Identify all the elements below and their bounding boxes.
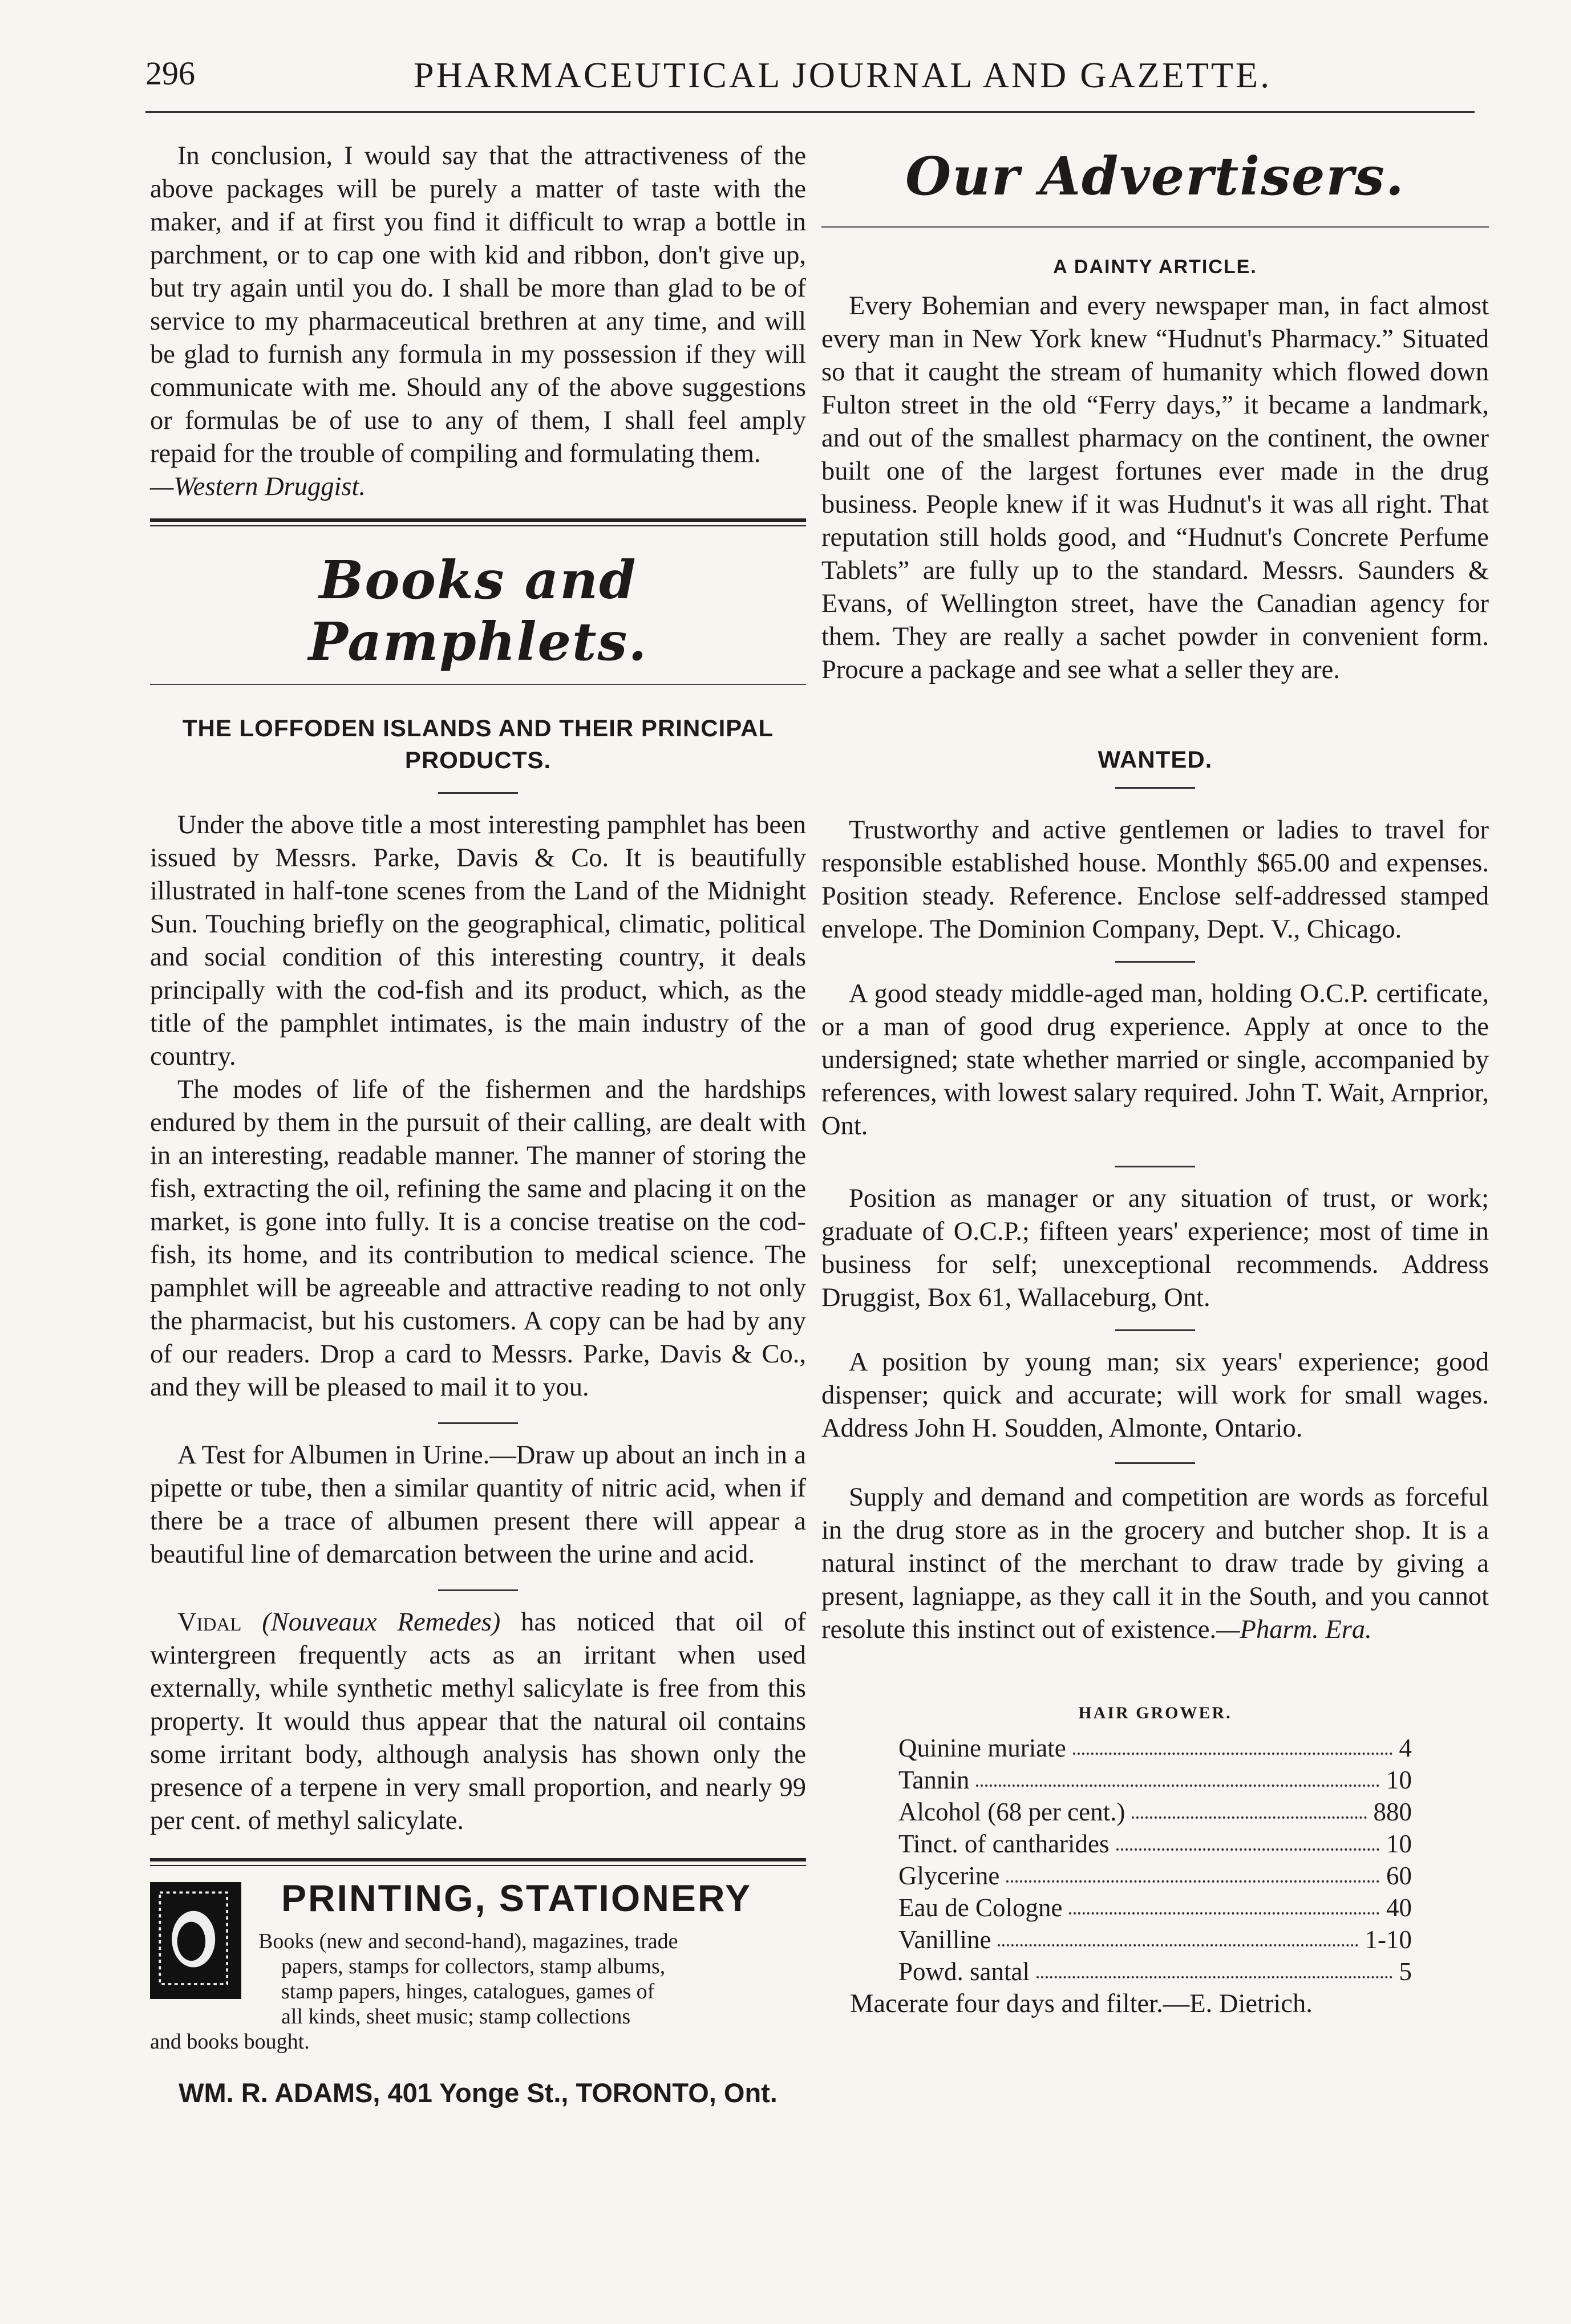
ad-footer: WM. R. ADAMS, 401 Yonge St., TORONTO, Ont. xyxy=(179,2078,778,2108)
leader-dots xyxy=(1116,1828,1379,1851)
formula-amount: 10 xyxy=(1386,1830,1412,1858)
formula-amount: 1-10 xyxy=(1364,1925,1412,1954)
conclusion-source: —Western Druggist. xyxy=(150,472,366,501)
formula-row xyxy=(898,1924,1412,1956)
section-title-advertisers: Our Advertisers. xyxy=(905,145,1405,207)
leader-dots xyxy=(1069,1892,1379,1915)
page-number: 296 xyxy=(145,55,195,92)
leader-dots xyxy=(976,1764,1379,1787)
dainty-article-paragraph: Every Bohemian and every newspaper man, in fact almost every man in New York knew “Hudnut's Pharmacy.” Situated so that it caught the stream of humanity which flowed down Fulton street in the old “Ferry days,” it became a landmark, and out of the smallest pharmacy on the continent, the owner built one of the largest fortunes ever made in the drug business. People knew if it was Hudnut's it was all right. That reputation still holds good, and “Hudnut's Concrete Perfume Tablets” are fully up to the standard. Messrs. Saunders & Evans, of Wellington street, have the Canadian agency for them. They are really a sachet powder in convenient form. Procure a package and see what a seller they are. xyxy=(821,291,1489,684)
ad-body xyxy=(150,1929,806,2054)
leader-dots xyxy=(998,1924,1358,1946)
ad-line: all kinds, sheet music; stamp collections xyxy=(281,2005,631,2029)
article-paragraph-2: The modes of life of the fishermen and the hardships endured by them in the pursuit of their calling, are dealt with in an interesting, readable manner. The manner of storing the fish, extracting the oil, refining the same and placing it on the market, is gone into fully. It is a concise treatise on the cod-fish, its home, and its contribution to medical science. The pamphlet will be agreeable and attractive reading to not only the pharmacist, but his customers. A copy can be had by any of our readers. Drop a card to Messrs. Parke, Davis & Co., and they will be pleased to mail it to you. xyxy=(150,1075,806,1402)
wanted-ad-2: A good steady middle-aged man, holding O.C.P. certificate, or a man of good drug experience. Apply at once to the undersigned; state whether married or single, accompanied by references, with lowest salary required. John T. Wait, Arnprior, Ont. xyxy=(821,979,1489,1141)
supply-text: Supply and demand and competition are words as forceful in the drug store as in the grocery and butcher shop. It is a natural instinct of the merchant to draw trade by giving a present, lagniappe, as they call it in the South, and you cannot resolute this instinct out of existence. xyxy=(821,1483,1489,1644)
ad-line: and books bought. xyxy=(150,2030,310,2054)
albumen-paragraph: A Test for Albumen in Urine.—Draw up about an inch in a pipette or tube, then a similar quantity of nitric acid, when if there be a trace of albumen present there will appear a beautiful line of demarcation between the urine and acid. xyxy=(150,1441,806,1569)
leader-dots xyxy=(1006,1860,1379,1883)
vidal-text: has noticed that oil of wintergreen frequently acts as an irritant when used externally, while synthetic methyl salicylate is free from this property. It would thus appear that the natural oil contains some irritant body, although analysis has shown only the presence of a terpene in very small proportion, and nearly 99 per cent. of methyl salicylate. xyxy=(150,1608,807,1835)
ad-line: papers, stamps for collectors, stamp albums, xyxy=(281,1954,666,1978)
supply-paragraph xyxy=(821,1481,1489,1646)
ad-title: PRINTING, STATIONERY xyxy=(281,1877,752,1919)
formula-footer: Macerate four days and filter.—E. Dietrich. xyxy=(850,1989,1313,2018)
printing-advertisement xyxy=(150,1876,806,2122)
formula-ingredient: Tinct. of cantharides xyxy=(898,1830,1110,1858)
ad-line: stamp papers, hinges, catalogues, games of xyxy=(281,1980,655,2003)
formula-amount: 5 xyxy=(1399,1957,1412,1986)
leader-dots xyxy=(1036,1956,1392,1978)
formula-row xyxy=(898,1732,1412,1764)
formula-row xyxy=(898,1796,1412,1828)
article-paragraph-1: Under the above title a most interesting pamphlet has been issued by Messrs. Parke, Davis & Co. It is beautifully illustrated in half-tone scenes from the Land of the Midnight Sun. Touching briefly on the geographical, climatic, political and social condition of this interesting country, it deals principally with the cod-fish and its product, which, as the title of the pamphlet intimates, is the main industry of the country. xyxy=(150,810,806,1071)
right-column xyxy=(821,140,1489,2021)
ad-divider xyxy=(150,1858,806,1866)
formula-ingredient: Powd. santal xyxy=(898,1957,1030,1986)
formula-ingredient: Glycerine xyxy=(898,1861,1000,1890)
wanted-title: WANTED. xyxy=(1098,746,1213,773)
formula-amount: 880 xyxy=(1373,1798,1412,1826)
formula-row xyxy=(898,1828,1412,1860)
leader-dots xyxy=(1132,1796,1366,1819)
formula-row xyxy=(898,1956,1412,1988)
conclusion-paragraph: In conclusion, I would say that the attractiveness of the above packages will be purely a matter of taste with the maker, and if at first you find it difficult to wrap a bottle in parchment, or to cap one with kid and ribbon, don't give up, but try again until you do. I shall be more than glad to be of service to my pharmaceutical brethren at any time, and will be glad to furnish any formula in my possession if they will communicate with me. Should any of the above suggestions or formulas be of use to any of them, I shall feel amply repaid for the trouble of compiling and formulating them. xyxy=(150,141,806,468)
vidal-source: (Nouveaux Remedes) xyxy=(262,1608,501,1637)
vidal-paragraph xyxy=(150,1606,806,1838)
header-rule xyxy=(145,111,1475,113)
formula-amount: 60 xyxy=(1386,1861,1412,1890)
formula-ingredient: Quinine muriate xyxy=(898,1734,1066,1762)
wanted-ad-3: Position as manager or any situation of trust, or work; graduate of O.C.P.; fifteen years' experience; most of time in business for self; unexceptional recommends. Address Druggist, Box 61, Wallaceburg, Ont. xyxy=(821,1184,1489,1312)
ad-line: Books (new and second-hand), magazines, trade xyxy=(258,1929,678,1953)
dainty-article-title: A DAINTY ARTICLE. xyxy=(1053,256,1257,278)
wanted-ad-4: A position by young man; six years' experience; good dispenser; quick and accurate; will work for small wages. Address John H. Soudden, Almonte, Ontario. xyxy=(821,1348,1489,1443)
formula-title: HAIR GROWER. xyxy=(1078,1704,1232,1722)
formula-ingredient: Eau de Cologne xyxy=(898,1893,1063,1922)
article-title: THE LOFFODEN ISLANDS AND THEIR PRINCIPAL PRODUCTS. xyxy=(182,715,774,773)
formula-amount: 4 xyxy=(1399,1734,1412,1762)
wanted-ad-1: Trustworthy and active gentlemen or ladies to travel for responsible established house. Monthly $65.00 and expenses. Position steady. Reference. Enclose self-addressed stamped envelope. The Dominion Company, Dept. V., Chicago. xyxy=(821,816,1489,944)
left-column xyxy=(150,140,806,2122)
journal-title: PHARMACEUTICAL JOURNAL AND GAZETTE. xyxy=(414,55,1272,95)
formula-amount: 40 xyxy=(1386,1893,1412,1922)
vidal-name: Vidal xyxy=(177,1608,242,1637)
formula-row xyxy=(898,1860,1412,1892)
supply-source: —Pharm. Era. xyxy=(1216,1615,1372,1644)
formula-ingredient: Vanilline xyxy=(898,1925,991,1954)
formula-row xyxy=(898,1892,1412,1924)
section-divider xyxy=(150,518,806,526)
leader-dots xyxy=(1073,1732,1392,1755)
formula-ingredient: Alcohol (68 per cent.) xyxy=(898,1798,1125,1826)
formula-ingredient: Tannin xyxy=(898,1766,970,1794)
formula-amount: 10 xyxy=(1386,1766,1412,1794)
formula-list xyxy=(898,1732,1412,1988)
running-header xyxy=(145,54,1475,106)
formula-row xyxy=(898,1764,1412,1796)
section-title-books: Books and Pamphlets. xyxy=(308,549,648,672)
